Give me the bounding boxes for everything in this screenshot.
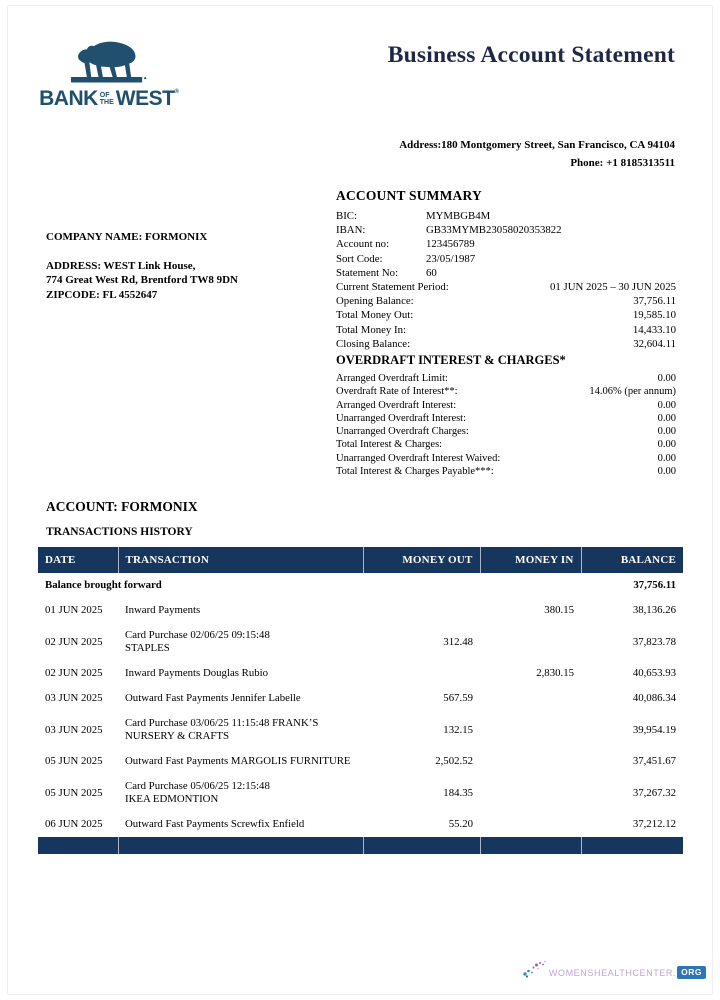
account-summary-ids-list [336, 209, 676, 280]
transaction-balance: 39,954.19 [632, 723, 676, 736]
summary-value: 01 JUN 2025 – 30 JUN 2025 [550, 281, 676, 294]
transaction-date: 01 JUN 2025 [45, 604, 103, 616]
transactions-body [38, 573, 683, 837]
bank-address: Address:180 Montgomery Street, San Francisco, CA 94104 [399, 139, 675, 151]
transaction-money-in [480, 711, 581, 749]
col-header-money-in: MONEY IN [480, 547, 581, 573]
overdraft-row [336, 385, 676, 398]
summary-label: IBAN: [336, 224, 366, 237]
transaction-description: Outward Fast Payments Screwfix Enfield [125, 818, 305, 830]
watermark-tld-badge: ORG [677, 966, 706, 979]
overdraft-value: 0.00 [657, 452, 676, 464]
transaction-balance: 37,212.12 [632, 818, 676, 830]
overdraft-label: Total Interest & Charges Payable***: [336, 466, 494, 478]
transaction-money-in [480, 623, 581, 661]
summary-label: Total Money In: [336, 323, 407, 336]
account-summary-balances-list [336, 280, 676, 351]
summary-value: MYMBGB4M [426, 210, 491, 222]
transaction-money-out [363, 661, 480, 686]
company-address-line1: ADDRESS: WEST Link House, [46, 259, 196, 272]
transaction-money-in: 380.15 [544, 604, 574, 616]
summary-value: 32,604.11 [633, 337, 676, 350]
col-header-transaction: TRANSACTION [118, 547, 363, 573]
summary-label: Opening Balance: [336, 295, 414, 308]
summary-row [336, 308, 676, 322]
account-summary-heading: ACCOUNT SUMMARY [336, 188, 482, 203]
transaction-balance: 37,823.78 [632, 635, 676, 648]
transaction-row [38, 686, 683, 711]
transaction-money-in [480, 749, 581, 774]
company-address-line2: 774 Great West Rd, Brentford TW8 9DN [46, 274, 238, 286]
summary-row [336, 337, 676, 351]
transaction-money-out: 312.48 [443, 635, 473, 648]
account-heading: ACCOUNT: FORMONIX [46, 499, 198, 514]
opening-balance-label: Balance brought forward [45, 579, 162, 591]
bear-logo-icon [53, 34, 165, 88]
transaction-description: Outward Fast Payments MARGOLIS FURNITURE [125, 755, 351, 767]
overdraft-value: 0.00 [657, 439, 676, 451]
overdraft-value: 0.00 [657, 399, 676, 411]
overdraft-row [336, 438, 676, 451]
overdraft-label: Unarranged Overdraft Interest Waived: [336, 452, 501, 464]
overdraft-label: Arranged Overdraft Limit: [336, 373, 448, 384]
summary-row [336, 294, 676, 308]
overdraft-value: 0.00 [657, 412, 676, 424]
overdraft-label: Total Interest & Charges: [336, 439, 443, 451]
summary-row [336, 237, 676, 251]
dots-swirl-icon [522, 959, 548, 979]
transaction-row [38, 774, 683, 812]
company-info-block [46, 230, 238, 302]
transactions-table-header [38, 547, 683, 573]
overdraft-row [336, 399, 676, 412]
overdraft-row [336, 412, 676, 425]
overdraft-value: 14.06% (per annum) [589, 386, 676, 398]
transaction-date: 05 JUN 2025 [45, 755, 103, 767]
transaction-description: Outward Fast Payments Jennifer Labelle [125, 692, 301, 704]
summary-value: 19,585.10 [632, 309, 676, 322]
overdraft-value: 0.00 [657, 426, 676, 438]
overdraft-label: Arranged Overdraft Interest: [336, 399, 457, 411]
opening-balance-value: 37,756.11 [633, 579, 676, 591]
summary-label: Closing Balance: [336, 337, 411, 350]
overdraft-label: Unarranged Overdraft Charges: [336, 426, 469, 438]
summary-row [336, 252, 676, 266]
transaction-money-in [480, 774, 581, 812]
watermark-site-name: WOMENSHEALTHCENTER. [548, 967, 677, 978]
summary-value: 14,433.10 [632, 323, 676, 336]
wordmark-west: WEST [115, 87, 175, 110]
transaction-money-out: 2,502.52 [435, 755, 473, 767]
transactions-table [38, 547, 683, 854]
col-header-balance: BALANCE [581, 547, 683, 573]
table-footer-bar [38, 837, 683, 854]
wordmark-of-the: OF THE [99, 92, 114, 106]
transaction-date: 03 JUN 2025 [45, 723, 103, 736]
transaction-money-in [480, 812, 581, 837]
summary-label: BIC: [336, 210, 357, 222]
transaction-money-out: 132.15 [443, 723, 473, 736]
summary-value: 123456789 [426, 238, 475, 251]
wordmark-bank: BANK [39, 87, 98, 110]
transaction-date: 02 JUN 2025 [45, 635, 103, 648]
bank-of-the-west-logo [38, 34, 180, 108]
account-summary-section [336, 188, 676, 351]
transaction-balance: 37,267.32 [632, 786, 676, 799]
overdraft-row [336, 452, 676, 465]
transaction-row [38, 749, 683, 774]
transaction-date: 05 JUN 2025 [45, 786, 103, 799]
summary-row [336, 266, 676, 280]
summary-value: 23/05/1987 [426, 252, 476, 265]
summary-label: Account no: [336, 238, 390, 251]
overdraft-heading: OVERDRAFT INTEREST & CHARGES* [336, 353, 566, 367]
transaction-row [38, 711, 683, 749]
site-watermark [522, 966, 706, 979]
overdraft-list [336, 372, 676, 478]
opening-balance-row [38, 573, 683, 598]
summary-row [336, 223, 676, 237]
overdraft-row [336, 465, 676, 478]
summary-row [336, 280, 676, 294]
company-zipcode: ZIPCODE: FL 4552647 [46, 288, 158, 301]
transaction-money-in [480, 686, 581, 711]
summary-label: Current Statement Period: [336, 281, 449, 294]
page-title: Business Account Statement [387, 42, 675, 68]
transaction-money-out: 567.59 [443, 692, 473, 704]
summary-label: Statement No: [336, 266, 399, 279]
overdraft-value: 0.00 [657, 373, 676, 384]
summary-row [336, 323, 676, 337]
overdraft-row [336, 372, 676, 385]
summary-value: 60 [426, 266, 437, 279]
transaction-description: Inward Payments [125, 604, 201, 616]
transaction-money-in: 2,830.15 [536, 667, 574, 679]
transaction-date: 02 JUN 2025 [45, 667, 103, 679]
overdraft-label: Unarranged Overdraft Interest: [336, 412, 467, 424]
col-header-money-out: MONEY OUT [363, 547, 480, 573]
overdraft-row [336, 425, 676, 438]
transaction-description: Inward Payments Douglas Rubio [125, 667, 269, 679]
trademark-symbol: ® [174, 89, 179, 95]
summary-label: Total Money Out: [336, 309, 414, 322]
col-header-date: DATE [38, 547, 118, 573]
transaction-date: 06 JUN 2025 [45, 818, 103, 830]
transaction-balance: 38,136.26 [632, 604, 676, 616]
transaction-date: 03 JUN 2025 [45, 692, 103, 704]
transaction-description: Card Purchase 02/06/25 09:15:48 STAPLES [125, 629, 270, 654]
summary-value: 37,756.11 [633, 295, 676, 308]
overdraft-section [336, 353, 676, 478]
transaction-row [38, 623, 683, 661]
transaction-row [38, 598, 683, 623]
transactions-heading: TRANSACTIONS HISTORY [46, 526, 193, 538]
summary-row [336, 209, 676, 223]
bank-contact-block [399, 136, 675, 172]
transaction-money-out [363, 598, 480, 623]
transaction-balance: 40,653.93 [632, 667, 676, 679]
transaction-balance: 40,086.34 [632, 692, 676, 704]
bank-phone: Phone: +1 8185313511 [570, 157, 675, 169]
transaction-row [38, 812, 683, 837]
transaction-description: Card Purchase 03/06/25 11:15:48 FRANK’S NURSERY & CRAFTS [125, 717, 319, 742]
transaction-description: Card Purchase 05/06/25 12:15:48 IKEA EDMONTION [125, 780, 270, 805]
transaction-row [38, 661, 683, 686]
overdraft-label: Overdraft Rate of Interest**: [336, 386, 458, 398]
overdraft-value: 0.00 [657, 466, 676, 478]
transaction-money-out: 55.20 [448, 818, 473, 830]
summary-label: Sort Code: [336, 252, 383, 265]
company-name: COMPANY NAME: FORMONIX [46, 231, 208, 243]
summary-value: GB33MYMB23058020353822 [426, 224, 562, 237]
bank-wordmark [38, 89, 180, 108]
transaction-money-out: 184.35 [443, 786, 473, 799]
transaction-balance: 37,451.67 [632, 755, 676, 767]
